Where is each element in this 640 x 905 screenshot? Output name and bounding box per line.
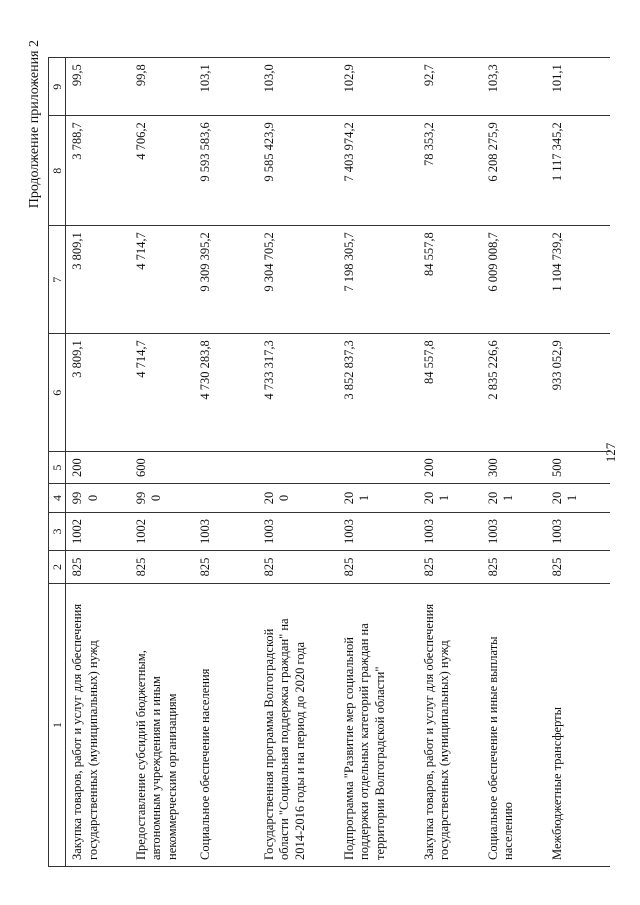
col-header: 2 xyxy=(49,551,66,584)
cell-col7: 9 309 395,2 xyxy=(194,226,258,334)
cell-ministry: 825 xyxy=(258,551,338,584)
col-header: 9 xyxy=(49,58,66,116)
cell-section: 1003 xyxy=(194,513,258,551)
cell-expense-type xyxy=(338,452,418,484)
cell-col8: 1 117 345,2 xyxy=(546,116,610,226)
cell-ministry: 825 xyxy=(546,551,610,584)
cell-col9: 103,0 xyxy=(258,58,338,116)
row-name: Государственная программа Волгоградской области "Социальная поддержка граждан" на 2014-2016 годы и на период до 2020 года xyxy=(258,584,338,867)
cell-ministry: 825 xyxy=(418,551,482,584)
cell-col7: 9 304 705,2 xyxy=(258,226,338,334)
cell-col6: 4 733 317,3 xyxy=(258,334,338,452)
table-row xyxy=(194,58,258,867)
table-row xyxy=(258,58,338,867)
table-row xyxy=(66,58,130,867)
cell-expense-type xyxy=(258,452,338,484)
cell-section: 1002 xyxy=(130,513,194,551)
cell-section: 1003 xyxy=(258,513,338,551)
cell-col7: 6 009 008,7 xyxy=(482,226,546,334)
row-name: Социальное обеспечение и иные выплаты населению xyxy=(482,584,546,867)
cell-program: 20 1 xyxy=(338,484,418,513)
cell-col8: 6 208 275,9 xyxy=(482,116,546,226)
cell-col9: 92,7 xyxy=(418,58,482,116)
cell-col7: 7 198 305,7 xyxy=(338,226,418,334)
cell-program: 99 0 xyxy=(130,484,194,513)
table-row xyxy=(546,58,610,867)
cell-program: 99 0 xyxy=(66,484,130,513)
cell-col7: 84 557,8 xyxy=(418,226,482,334)
cell-col9: 99,5 xyxy=(66,58,130,116)
cell-col6: 3 852 837,3 xyxy=(338,334,418,452)
cell-col7: 4 714,7 xyxy=(130,226,194,334)
cell-col8: 9 585 423,9 xyxy=(258,116,338,226)
table-row xyxy=(482,58,546,867)
col-header: 8 xyxy=(49,116,66,226)
cell-section: 1002 xyxy=(66,513,130,551)
row-name: Подпрограмма "Развитие мер социальной поддержки отдельных категорий граждан на территории Волгоградской области" xyxy=(338,584,418,867)
cell-program: 20 1 xyxy=(546,484,610,513)
cell-col6: 933 052,9 xyxy=(546,334,610,452)
cell-program xyxy=(194,484,258,513)
cell-col8: 7 403 974,2 xyxy=(338,116,418,226)
cell-section: 1003 xyxy=(482,513,546,551)
cell-col9: 102,9 xyxy=(338,58,418,116)
cell-expense-type: 200 xyxy=(66,452,130,484)
cell-expense-type: 600 xyxy=(130,452,194,484)
row-name: Социальное обеспечение населения xyxy=(194,584,258,867)
cell-ministry: 825 xyxy=(66,551,130,584)
cell-program: 20 1 xyxy=(418,484,482,513)
cell-col9: 103,1 xyxy=(194,58,258,116)
cell-col6: 2 835 226,6 xyxy=(482,334,546,452)
cell-col9: 101,1 xyxy=(546,58,610,116)
col-header: 1 xyxy=(49,584,66,867)
table-row xyxy=(418,58,482,867)
cell-col9: 99,8 xyxy=(130,58,194,116)
cell-section: 1003 xyxy=(418,513,482,551)
cell-col6: 4 714,7 xyxy=(130,334,194,452)
cell-expense-type: 300 xyxy=(482,452,546,484)
header-row xyxy=(49,58,66,867)
cell-ministry: 825 xyxy=(482,551,546,584)
row-name: Межбюджетные трансферты xyxy=(546,584,610,867)
budget-table xyxy=(48,57,610,867)
col-header: 5 xyxy=(49,452,66,484)
cell-col7: 1 104 739,2 xyxy=(546,226,610,334)
cell-col7: 3 809,1 xyxy=(66,226,130,334)
cell-program: 20 0 xyxy=(258,484,338,513)
continuation-label: Продолжение приложения 2 xyxy=(27,40,42,209)
col-header: 6 xyxy=(49,334,66,452)
page-number: 127 xyxy=(603,442,618,463)
cell-col8: 3 788,7 xyxy=(66,116,130,226)
col-header: 4 xyxy=(49,484,66,513)
cell-expense-type: 500 xyxy=(546,452,610,484)
cell-ministry: 825 xyxy=(194,551,258,584)
cell-col6: 3 809,1 xyxy=(66,334,130,452)
col-header: 7 xyxy=(49,226,66,334)
cell-col9: 103,3 xyxy=(482,58,546,116)
cell-col8: 9 593 583,6 xyxy=(194,116,258,226)
cell-col6: 84 557,8 xyxy=(418,334,482,452)
cell-ministry: 825 xyxy=(338,551,418,584)
row-name: Закупка товаров, работ и услуг для обеспечения государственных (муниципальных) нужд xyxy=(66,584,130,867)
cell-col6: 4 730 283,8 xyxy=(194,334,258,452)
row-name: Закупка товаров, работ и услуг для обеспечения государственных (муниципальных) нужд xyxy=(418,584,482,867)
cell-program: 20 1 xyxy=(482,484,546,513)
cell-section: 1003 xyxy=(546,513,610,551)
col-header: 3 xyxy=(49,513,66,551)
cell-ministry: 825 xyxy=(130,551,194,584)
table-row xyxy=(130,58,194,867)
cell-col8: 78 353,2 xyxy=(418,116,482,226)
cell-col8: 4 706,2 xyxy=(130,116,194,226)
row-name: Предоставление субсидий бюджетным, автономным учреждениям и иным некоммерческим организациям xyxy=(130,584,194,867)
table-row xyxy=(338,58,418,867)
cell-expense-type xyxy=(194,452,258,484)
cell-expense-type: 200 xyxy=(418,452,482,484)
cell-section: 1003 xyxy=(338,513,418,551)
